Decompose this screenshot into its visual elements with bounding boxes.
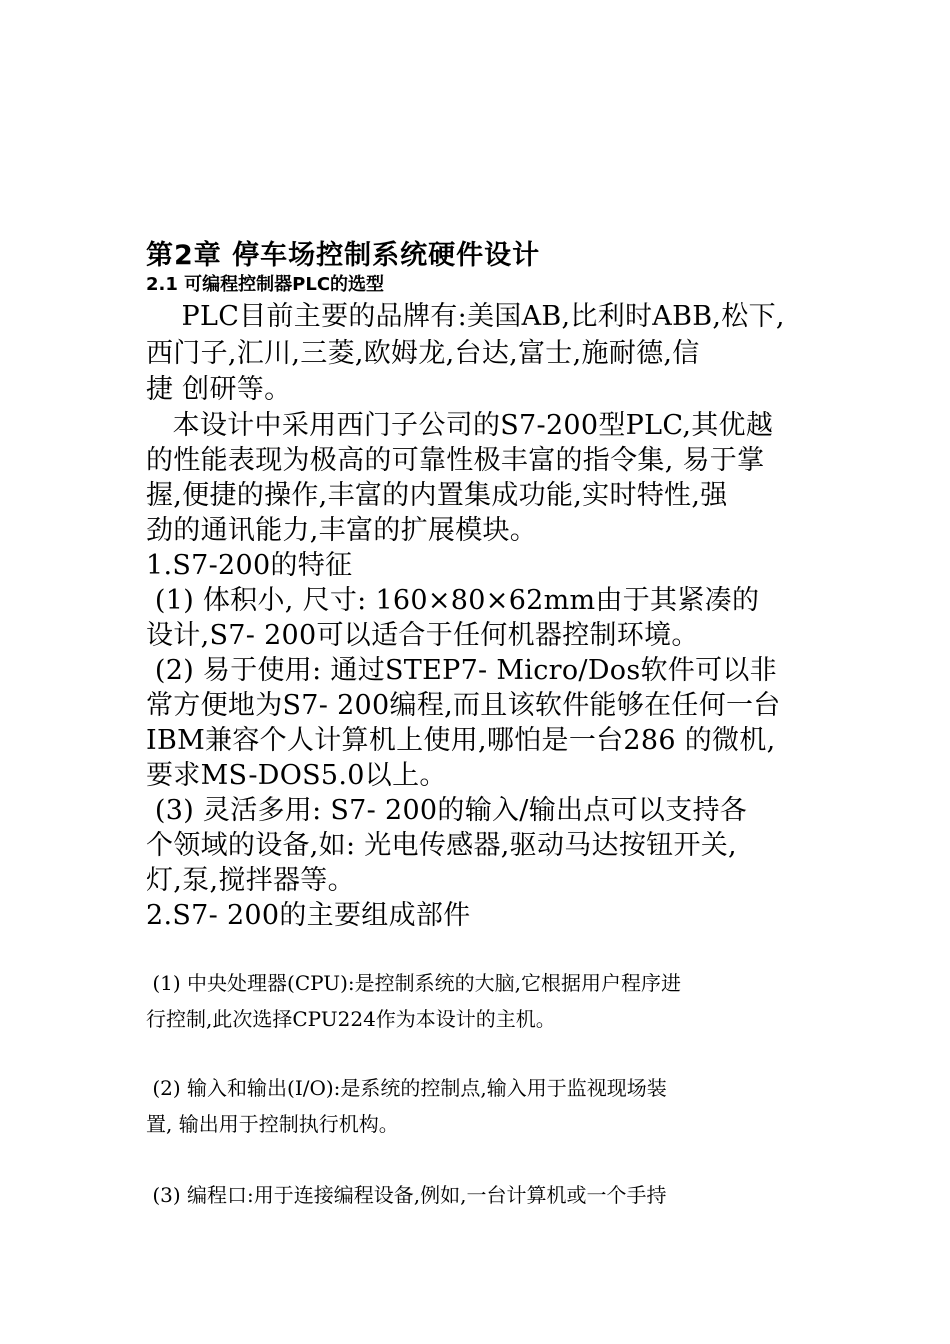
paragraph-line: 劲的通讯能力,丰富的扩展模块。 xyxy=(146,515,538,546)
paragraph-line: 要求MS-DOS5.0以上。 xyxy=(146,760,447,791)
paragraph-line: (2) 易于使用: 通过STEP7- Micro/Dos软件可以非 xyxy=(146,655,777,686)
paragraph-line: (1) 中央处理器(CPU):是控制系统的大脑,它根据用户程序进 xyxy=(146,971,682,995)
paragraph-line: 西门子,汇川,三菱,欧姆龙,台达,富士,施耐德,信 xyxy=(146,338,700,369)
paragraph-line: 的性能表现为极高的可靠性极丰富的指令集, 易于掌 xyxy=(146,445,765,476)
paragraph-line: 本设计中采用西门子公司的S7-200型PLC,其优越 xyxy=(146,410,774,441)
paragraph-line: (3) 编程口:用于连接编程设备,例如,一台计算机或一个手持 xyxy=(146,1183,667,1207)
paragraph-line: 置, 输出用于控制执行机构。 xyxy=(146,1112,399,1136)
paragraph-line: 灯,泵,搅拌器等。 xyxy=(146,865,355,896)
paragraph-line: 设计,S7- 200可以适合于任何机器控制环境。 xyxy=(146,620,699,651)
paragraph-line: 行控制,此次选择CPU224作为本设计的主机。 xyxy=(146,1007,556,1031)
paragraph-line: (1) 体积小, 尺寸: 160×80×62mm由于其紧凑的 xyxy=(146,585,760,616)
paragraph-line: IBM兼容个人计算机上使用,哪怕是一台286 的微机, xyxy=(146,725,776,756)
paragraph-line: 个领域的设备,如: 光电传感器,驱动马达按钮开关, xyxy=(146,830,737,861)
paragraph-line: 常方便地为S7- 200编程,而且该软件能够在任何一台 xyxy=(146,690,781,721)
paragraph-line: 捷 创研等。 xyxy=(146,374,292,405)
paragraph-line: (2) 输入和输出(I/O):是系统的控制点,输入用于监视现场装 xyxy=(146,1076,667,1100)
paragraph-line: PLC目前主要的品牌有:美国AB,比利时ABB,松下, xyxy=(146,301,785,332)
chapter-title: 第2章 停车场控制系统硬件设计 xyxy=(146,240,541,271)
features-heading: 1.S7-200的特征 xyxy=(146,550,353,581)
paragraph-line: 握,便捷的操作,丰富的内置集成功能,实时特性,强 xyxy=(146,480,728,511)
paragraph-line: (3) 灵活多用: S7- 200的输入/输出点可以支持各 xyxy=(146,795,748,826)
section-title: 2.1 可编程控制器PLC的选型 xyxy=(146,274,385,295)
components-heading: 2.S7- 200的主要组成部件 xyxy=(146,900,471,931)
